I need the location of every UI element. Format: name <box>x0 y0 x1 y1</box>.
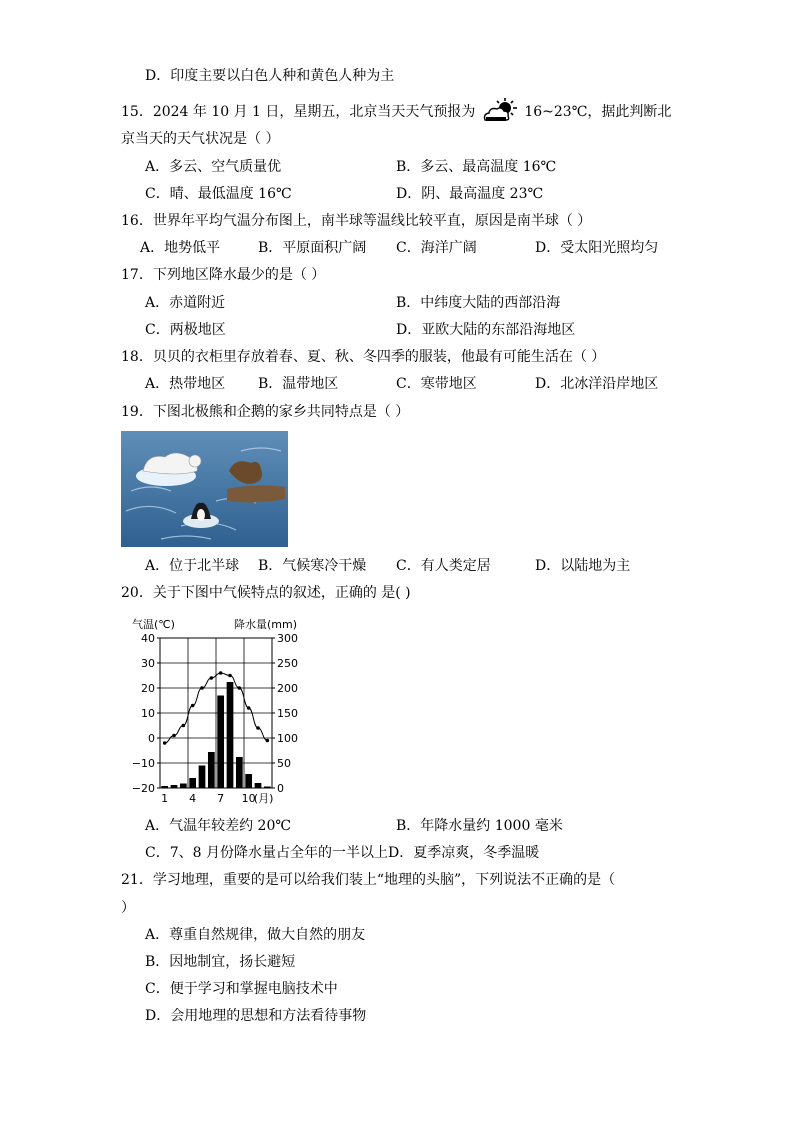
precip-tick-label: 300 <box>277 632 298 645</box>
temp-tick-label: 20 <box>141 682 155 695</box>
temp-axis-label: 气温(℃) <box>132 618 175 631</box>
q18-option-d[interactable]: D．北冰洋沿岸地区 <box>535 376 659 392</box>
q19-option-c[interactable]: C．有人类定居 <box>396 558 491 574</box>
temperature-point <box>182 724 186 728</box>
precip-tick-label: 250 <box>277 657 298 670</box>
temperature-point <box>210 676 214 680</box>
q19-option-a[interactable]: A．位于北半球 <box>145 558 240 574</box>
precip-bar <box>189 778 196 788</box>
x-tick-label: 1 <box>161 792 169 805</box>
temp-tick-label: 30 <box>141 657 155 670</box>
q16-option-c[interactable]: C．海洋广阔 <box>396 240 477 256</box>
precip-tick-label: 200 <box>277 682 298 695</box>
q21-option-b[interactable]: B．因地制宜，扬长避短 <box>145 954 296 970</box>
precip-tick-label: 50 <box>277 757 291 770</box>
q19-option-d[interactable]: D．以陆地为主 <box>535 558 631 574</box>
temp-tick-label: 0 <box>148 732 155 745</box>
q20-option-a[interactable]: A．气温年较差约 20℃ <box>145 818 292 834</box>
temp-tick-label: −10 <box>131 757 155 770</box>
temperature-point <box>219 671 223 675</box>
precip-tick-label: 100 <box>277 732 298 745</box>
temp-tick-label: −20 <box>131 782 155 795</box>
q19-stem: 19．下图北极熊和企鹅的家乡共同特点是（ ） <box>121 404 410 420</box>
q21-stem-line2: ） <box>121 900 135 916</box>
q18-option-c[interactable]: C．寒带地区 <box>396 376 477 392</box>
q15-option-a[interactable]: A．多云、空气质量优 <box>145 159 282 175</box>
temperature-point <box>191 704 195 708</box>
q17-option-a[interactable]: A．赤道附近 <box>145 295 226 311</box>
q20-option-c-text: C．7、8 月份降水量占全年的一半以上 <box>145 845 388 861</box>
precip-bar <box>217 696 224 789</box>
q15-option-b[interactable]: B．多云、最高温度 16℃ <box>396 159 557 175</box>
q15-option-c[interactable]: C．晴、最低温度 16℃ <box>145 186 292 202</box>
q16-option-d[interactable]: D．受太阳光照均匀 <box>535 240 659 256</box>
temperature-point <box>163 741 167 745</box>
precip-bar <box>245 774 252 788</box>
x-tick-label: 4 <box>189 792 197 805</box>
q16-stem: 16．世界年平均气温分布图上，南半球等温线比较平直，原因是南半球（ ） <box>121 213 592 229</box>
q20-stem: 20．关于下图中气候特点的叙述，正确的 是( ) <box>121 585 411 601</box>
q20-option-b[interactable]: B．年降水量约 1000 毫米 <box>396 818 563 834</box>
q15-stem <box>121 98 671 122</box>
temperature-point <box>256 726 260 730</box>
precip-bar <box>171 785 178 788</box>
temperature-point <box>172 734 176 738</box>
q18-stem: 18．贝贝的衣柜里存放着春、夏、秋、冬四季的服装，他最有可能生活在（ ） <box>121 349 606 365</box>
precip-tick-label: 150 <box>277 707 298 720</box>
q17-option-b[interactable]: B．中纬度大陆的西部沿海 <box>396 295 561 311</box>
q15-temp-text: 16~23℃，据此判断北 <box>524 104 672 120</box>
precip-bar <box>161 786 168 788</box>
precip-bar <box>264 787 271 789</box>
q16-option-b[interactable]: B．平原面积广阔 <box>258 240 367 256</box>
x-tick-label: 10 <box>241 792 256 805</box>
q17-option-c[interactable]: C．两极地区 <box>145 322 226 338</box>
precip-bar <box>255 783 262 788</box>
q17-option-d[interactable]: D．亚欧大陆的东部沿海地区 <box>396 322 576 338</box>
precip-bar <box>227 682 234 788</box>
temp-tick-label: 10 <box>141 707 155 720</box>
q16-option-a[interactable]: A．地势低平 <box>140 240 221 256</box>
temperature-point <box>200 686 204 690</box>
precip-bar <box>180 784 187 789</box>
precip-tick-label: 0 <box>277 782 284 795</box>
q19-option-b[interactable]: B．气候寒冷干燥 <box>258 558 367 574</box>
partly-cloudy-icon <box>482 98 518 122</box>
temp-tick-label: 40 <box>141 632 155 645</box>
q14-option-d: D．印度主要以白色人种和黄色人种为主 <box>145 68 395 84</box>
precip-bar <box>208 752 215 788</box>
q18-option-a[interactable]: A．热带地区 <box>145 376 226 392</box>
q21-option-c[interactable]: C．便于学习和掌握电脑技术中 <box>145 981 338 997</box>
q18-option-b[interactable]: B．温带地区 <box>258 376 339 392</box>
q21-option-a[interactable]: A．尊重自然规律，做大自然的朋友 <box>145 927 366 943</box>
q15-stem-part1: 15．2024 年 10 月 1 日，星期五，北京当天天气预报为 <box>121 104 476 120</box>
x-unit-label: (月) <box>253 792 274 805</box>
q17-stem: 17．下列地区降水最少的是（ ） <box>121 267 326 283</box>
temperature-point <box>228 674 232 678</box>
q21-stem: 21．学习地理，重要的是可以给我们装上“地理的头脑”，下列说法不正确的是（ <box>121 872 616 888</box>
q20-option-c[interactable] <box>145 843 539 863</box>
x-tick-label: 7 <box>217 792 225 805</box>
q15-option-d[interactable]: D．阴、最高温度 23℃ <box>396 186 544 202</box>
polar-bear-penguin-illustration <box>121 431 288 547</box>
q15-stem-line2: 京当天的天气状况是（ ） <box>121 131 280 147</box>
temperature-point <box>266 739 270 743</box>
temperature-point <box>247 706 251 710</box>
climate-chart <box>124 612 314 808</box>
precip-bar <box>236 757 243 788</box>
q20-option-d[interactable]: D．夏季凉爽，冬季温暖 <box>387 845 540 861</box>
precip-axis-label: 降水量(mm) <box>234 618 298 631</box>
precip-bar <box>199 766 206 789</box>
q21-option-d[interactable]: D．会用地理的思想和方法看待事物 <box>145 1008 367 1024</box>
temperature-point <box>238 686 242 690</box>
